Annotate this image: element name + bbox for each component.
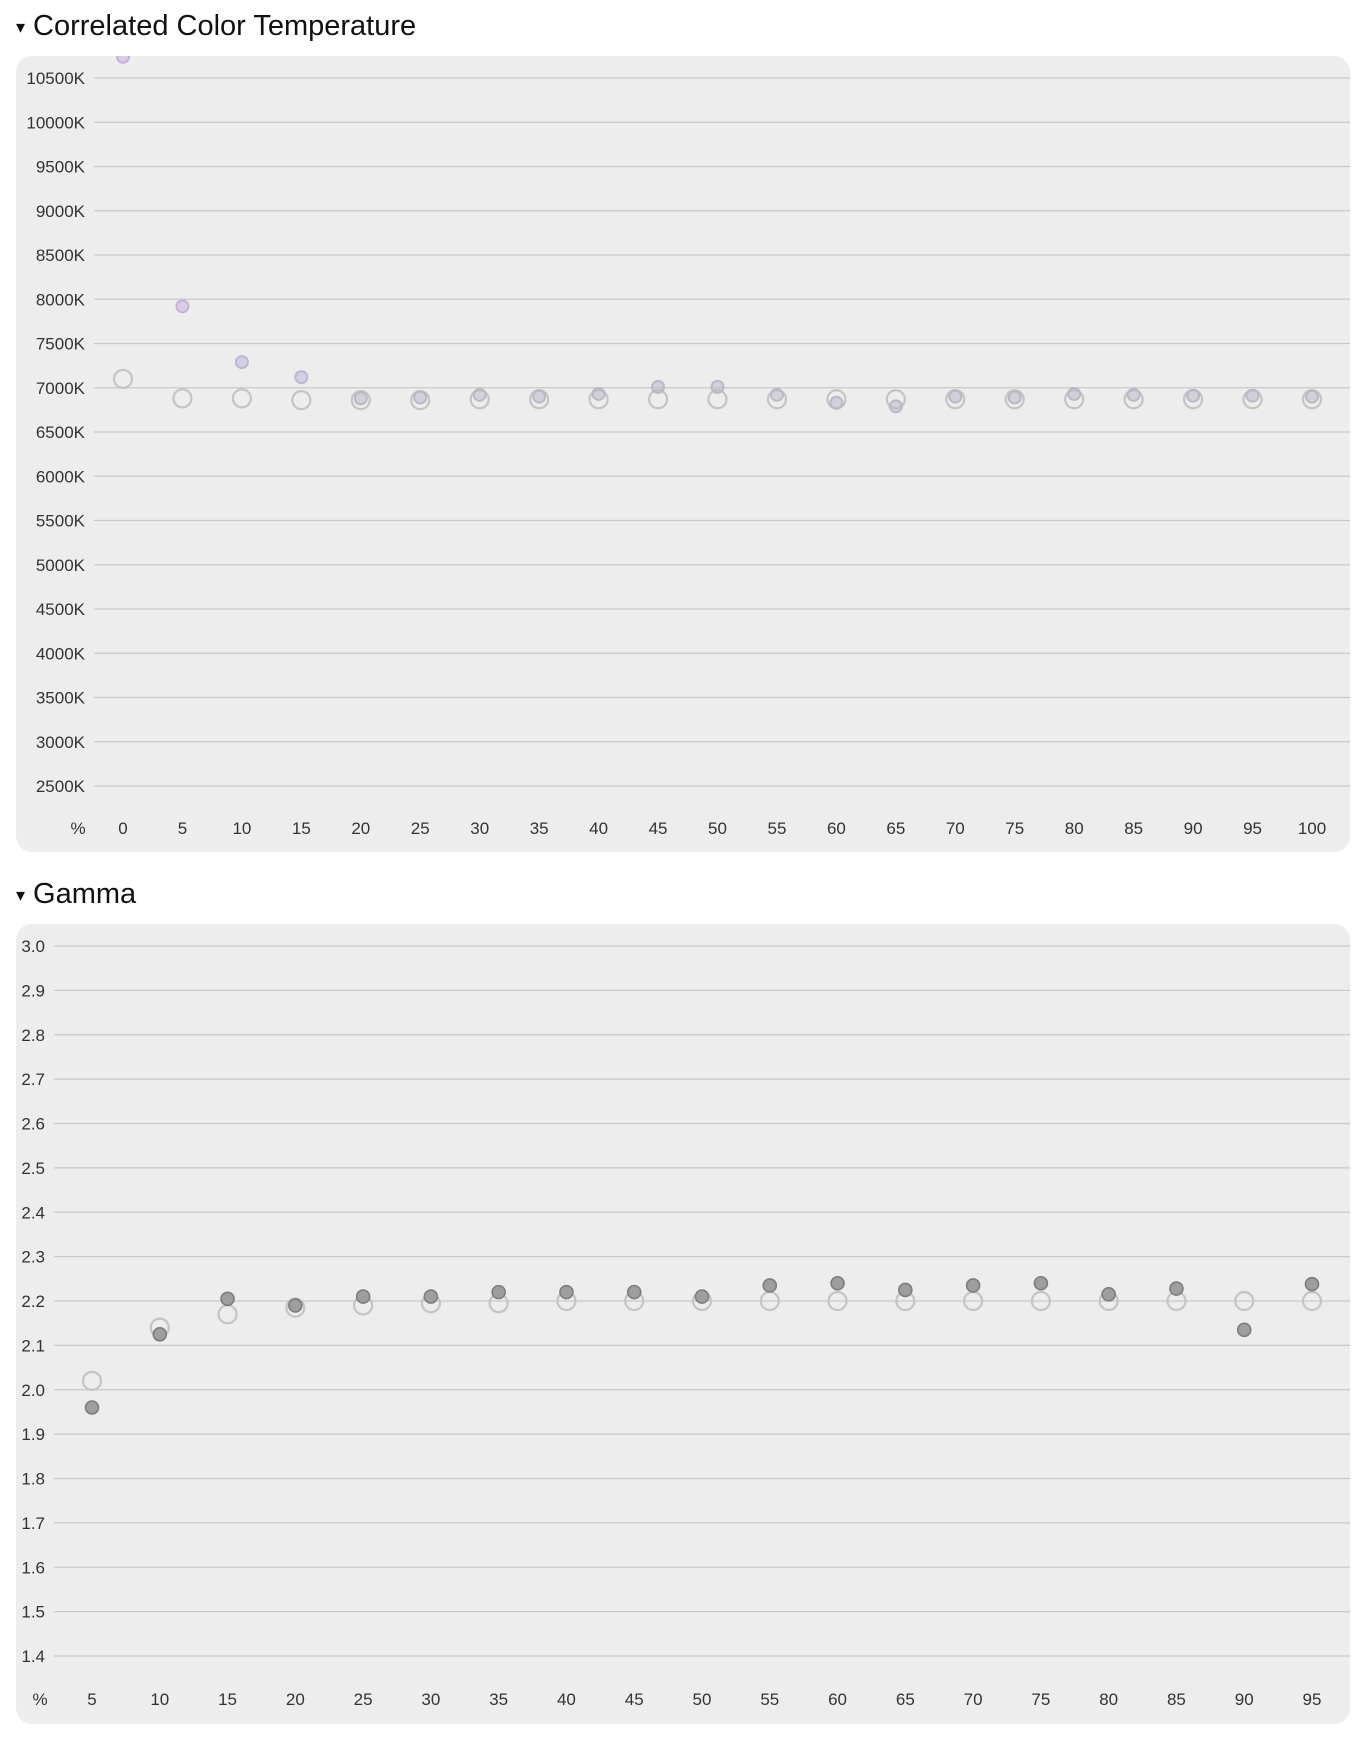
y-tick-label: 1.6 — [21, 1558, 45, 1578]
cct-target-point[interactable] — [292, 391, 310, 409]
y-tick-label: 2.0 — [21, 1380, 45, 1400]
y-tick-label: 1.5 — [21, 1602, 45, 1622]
x-tick-label: 75 — [1031, 1690, 1051, 1709]
gamma-measured-point[interactable] — [1238, 1323, 1251, 1336]
cct-measured-point[interactable] — [295, 371, 307, 383]
gamma-section-title: Gamma — [33, 878, 137, 910]
x-tick-label: 50 — [692, 1690, 712, 1709]
y-tick-label: 5000K — [35, 555, 85, 575]
gamma-measured-point[interactable] — [1170, 1282, 1183, 1295]
y-tick-label: 3500K — [35, 688, 85, 708]
collapse-triangle-icon: ▾ — [16, 16, 26, 37]
y-tick-label: 2.5 — [21, 1158, 45, 1178]
cct-measured-point[interactable] — [712, 381, 724, 393]
gamma-measured-point[interactable] — [967, 1279, 980, 1292]
y-tick-label: 2.2 — [21, 1292, 45, 1311]
x-tick-label: 55 — [767, 819, 787, 838]
y-tick-label: 7500K — [35, 334, 85, 354]
y-tick-label: 6000K — [35, 467, 85, 487]
y-tick-label: 2.7 — [21, 1070, 45, 1090]
cct-measured-point[interactable] — [890, 400, 902, 412]
cct-section-header[interactable] — [16, 12, 416, 41]
cct-measured-point[interactable] — [117, 56, 129, 63]
x-tick-label: 20 — [351, 819, 371, 838]
y-tick-label: 8000K — [35, 290, 85, 310]
y-tick-label: 6500K — [35, 423, 85, 442]
y-tick-label: 4000K — [35, 644, 85, 664]
y-tick-label: 2.6 — [21, 1114, 45, 1134]
x-tick-label: 30 — [470, 819, 490, 838]
gamma-measured-point[interactable] — [1102, 1288, 1115, 1301]
x-tick-label: 85 — [1166, 1690, 1186, 1709]
y-tick-label: 5500K — [35, 511, 85, 531]
cct-measured-point[interactable] — [830, 397, 842, 409]
x-tick-label: 60 — [826, 819, 846, 838]
gamma-measured-point[interactable] — [560, 1286, 573, 1299]
y-tick-label: 2.4 — [21, 1203, 45, 1223]
x-tick-label: 90 — [1234, 1690, 1254, 1709]
y-tick-label: 1.9 — [21, 1425, 45, 1445]
cct-measured-point[interactable] — [771, 389, 783, 401]
cct-chart-panel — [16, 56, 1350, 852]
cct-measured-point[interactable] — [1187, 390, 1199, 402]
gamma-measured-point[interactable] — [1034, 1277, 1047, 1290]
y-tick-label: 2.8 — [21, 1025, 45, 1045]
cct-measured-point[interactable] — [949, 391, 961, 403]
gamma-measured-point[interactable] — [86, 1401, 99, 1414]
cct-measured-point[interactable] — [1128, 389, 1140, 401]
x-tick-label: 85 — [1124, 819, 1144, 838]
gamma-section-header[interactable] — [16, 880, 136, 909]
cct-measured-point[interactable] — [414, 391, 426, 403]
y-tick-label: 3000K — [35, 732, 85, 752]
cct-measured-point[interactable] — [652, 381, 664, 393]
y-tick-label: 9000K — [35, 201, 85, 221]
y-tick-label: 10500K — [26, 69, 85, 88]
x-tick-label: 45 — [624, 1690, 644, 1709]
cct-measured-point[interactable] — [1068, 388, 1080, 400]
cct-measured-point[interactable] — [1306, 391, 1318, 403]
gamma-measured-point[interactable] — [831, 1277, 844, 1290]
gamma-measured-point[interactable] — [153, 1328, 166, 1341]
x-tick-label: 70 — [945, 819, 965, 838]
gamma-measured-point[interactable] — [424, 1290, 437, 1303]
x-tick-label: 25 — [410, 819, 430, 838]
cct-measured-point[interactable] — [1247, 390, 1259, 402]
x-tick-label: 80 — [1099, 1690, 1119, 1709]
cct-measured-point[interactable] — [236, 356, 248, 368]
y-tick-label: 3.0 — [21, 937, 45, 956]
gamma-measured-point[interactable] — [289, 1299, 302, 1312]
x-tick-label: 50 — [708, 819, 727, 838]
y-tick-label: 7000K — [35, 378, 85, 398]
cct-section-title: Correlated Color Temperature — [33, 10, 417, 42]
collapse-triangle-icon: ▾ — [16, 884, 26, 905]
y-tick-label: 9500K — [35, 157, 85, 177]
y-tick-label: 1.8 — [21, 1469, 45, 1489]
gamma-measured-point[interactable] — [763, 1279, 776, 1292]
y-tick-label: 10000K — [26, 113, 85, 133]
cct-target-point[interactable] — [233, 389, 251, 407]
x-tick-label: 70 — [963, 1690, 983, 1709]
cct-measured-point[interactable] — [176, 300, 188, 312]
x-tick-label: 5 — [87, 1690, 97, 1709]
y-tick-label: 8500K — [35, 246, 85, 265]
gamma-measured-point[interactable] — [492, 1286, 505, 1299]
x-tick-label: 65 — [895, 1690, 915, 1709]
y-tick-label: 1.7 — [21, 1513, 45, 1533]
y-tick-label: 4500K — [35, 600, 85, 619]
x-tick-label: 65 — [886, 819, 906, 838]
y-tick-label: 2.3 — [21, 1247, 45, 1267]
x-tick-label: 95 — [1243, 819, 1263, 838]
y-tick-label: 2.9 — [21, 981, 45, 1001]
x-tick-label: 80 — [1064, 819, 1084, 838]
cct-target-point[interactable] — [173, 389, 191, 407]
y-tick-label: 2.1 — [21, 1336, 45, 1356]
x-tick-label: 20 — [285, 1690, 305, 1709]
x-tick-label: 40 — [556, 1690, 576, 1709]
x-tick-label: 10 — [232, 819, 252, 838]
x-tick-label: 15 — [218, 1690, 238, 1709]
x-tick-label: 90 — [1183, 819, 1203, 838]
gamma-measured-point[interactable] — [221, 1292, 234, 1305]
x-tick-label: 15 — [291, 819, 311, 838]
x-tick-label: 95 — [1302, 1690, 1322, 1709]
gamma-measured-point[interactable] — [1306, 1278, 1319, 1291]
x-tick-label: 10 — [150, 1690, 170, 1709]
x-tick-label: 25 — [353, 1690, 373, 1709]
x-tick-label: 35 — [489, 1690, 509, 1709]
x-tick-label: 30 — [421, 1690, 441, 1709]
gamma-chart — [16, 924, 1350, 1724]
x-tick-label: 5 — [177, 819, 188, 838]
x-tick-label: 60 — [828, 1690, 848, 1709]
gamma-measured-point[interactable] — [696, 1290, 709, 1303]
cct-measured-point[interactable] — [474, 389, 486, 401]
cct-measured-point[interactable] — [593, 388, 605, 400]
cct-chart — [16, 56, 1350, 852]
cct-measured-point[interactable] — [355, 392, 367, 404]
y-tick-label: 1.4 — [21, 1647, 45, 1666]
x-tick-label: 40 — [589, 819, 609, 838]
x-tick-label: 100 — [1297, 819, 1327, 838]
cct-target-point[interactable] — [114, 370, 132, 388]
cct-measured-point[interactable] — [1009, 391, 1021, 403]
gamma-chart-panel — [16, 924, 1350, 1724]
gamma-measured-point[interactable] — [357, 1290, 370, 1303]
gamma-target-point[interactable] — [83, 1372, 101, 1390]
x-axis-unit-label: % — [32, 1690, 48, 1709]
gamma-measured-point[interactable] — [628, 1286, 641, 1299]
x-tick-label: 0 — [118, 819, 128, 838]
x-axis-unit-label: % — [70, 819, 86, 838]
gamma-target-point[interactable] — [219, 1305, 237, 1323]
y-tick-label: 2500K — [35, 777, 85, 796]
cct-measured-point[interactable] — [533, 391, 545, 403]
x-tick-label: 45 — [648, 819, 668, 838]
gamma-measured-point[interactable] — [899, 1283, 912, 1296]
x-tick-label: 55 — [760, 1690, 780, 1709]
x-tick-label: 35 — [529, 819, 549, 838]
x-tick-label: 75 — [1005, 819, 1025, 838]
